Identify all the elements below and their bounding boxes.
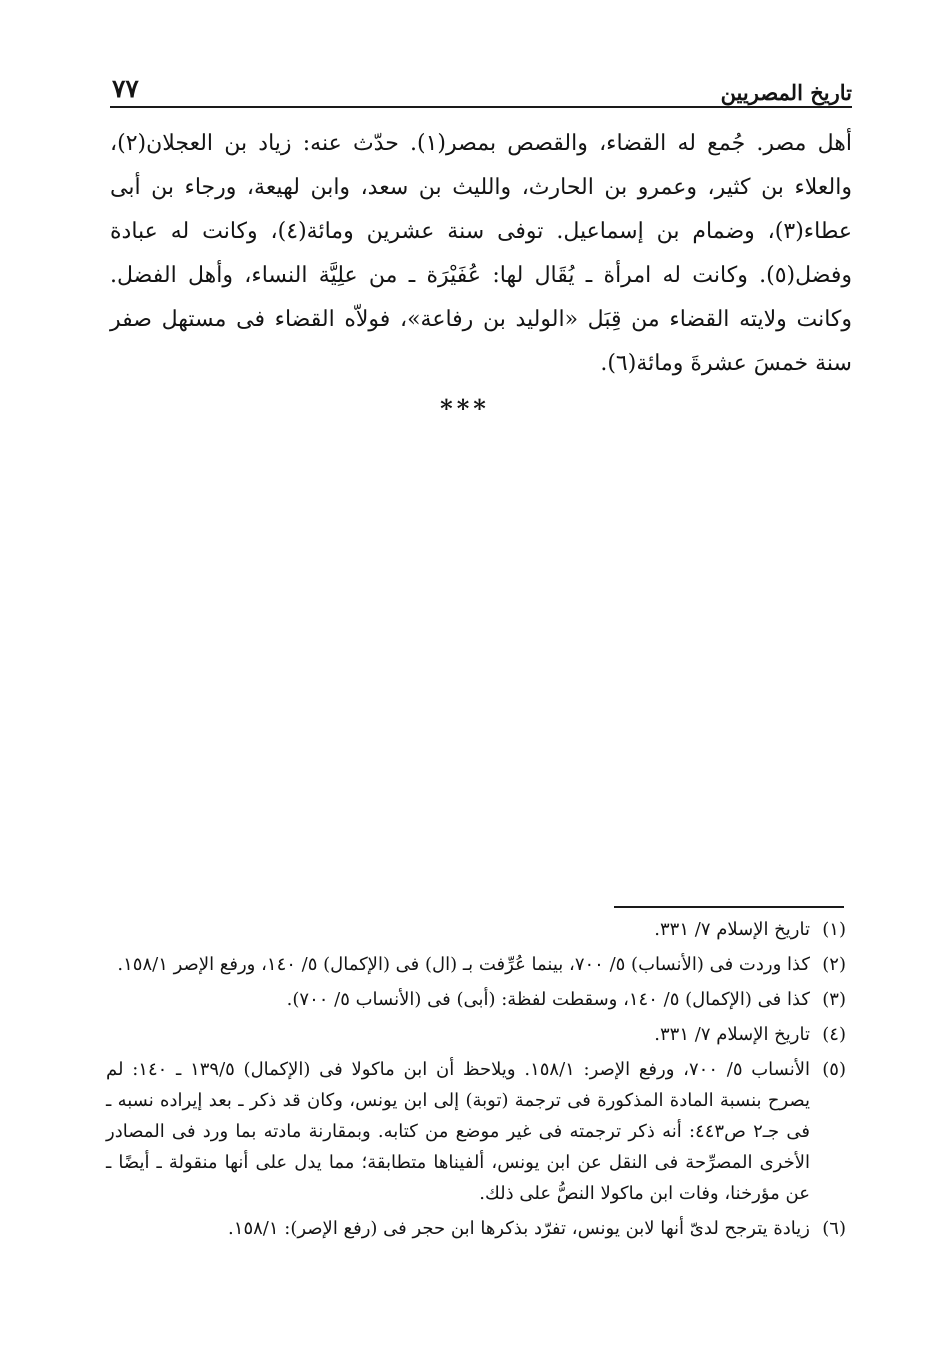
footnote	[106, 949, 846, 980]
footnote-number: (٥)	[822, 1059, 846, 1080]
footnote	[106, 1019, 846, 1050]
footnote-number: (٦)	[822, 1218, 846, 1239]
running-title: تاريخ المصريين	[720, 80, 852, 105]
footnote	[106, 984, 846, 1015]
footnote-number: (١)	[822, 919, 846, 940]
section-separator: ***	[440, 394, 490, 423]
footnotes-list	[106, 914, 846, 1248]
footnote-rule	[614, 906, 844, 908]
footnote	[106, 1054, 846, 1209]
footnote	[106, 914, 846, 945]
header-rule	[110, 106, 852, 108]
body-paragraph: أهل مصر. جُمع له القضاء، والقصص بمصر(١). حدّث عنه: زياد بن العجلان(٢)، والعلاء بن كثير، وعمرو بن الحارث، والليث بن سعد، وابن لهيعة، ورجاء بن أبى عطاء(٣)، وضمام بن إسماعيل. توفى سنة عشرين ومائة(٤)، وكانت له عبادة وفضل(٥). وكانت له امرأة ـ يُقَال لها: عُفَيْرَة ـ من علِيَّة النساء، وأهل الفضل. وكانت ولايته القضاء من قِبَل «الوليد بن رفاعة»، فولاّه القضاء فى مستهل صفر سنة خمسَ عشرةَ ومائة(٦).	[110, 131, 852, 376]
footnote-number: (٢)	[822, 954, 846, 975]
footnote-text: الأنساب ٥/ ٧٠٠، ورفع الإصر: ١٥٨/١. ويلاحظ أن ابن ماكولا فى (الإكمال) ١٣٩/٥ ـ ١٤٠: لم يصرح بنسبة المادة المذكورة فى ترجمة (توبة) إلى ابن يونس، وكان قد ذكر ـ بعد إيراده نسبه ـ فى جـ٢ ص٤٤٣: أنه ذكر ترجمته فى غير موضع من كتابه. وبمقارنة مادته بما ورد فى المصادر الأخرى المصرِّحة فى النقل عن ابن يونس، ألفيناها متطابقة؛ مما يدل على أنها منقولة ـ أيضًا ـ عن مؤرخنا، وفات ابن ماكولا النصُّ على ذلك.	[106, 1059, 810, 1204]
footnote-text: تاريخ الإسلام ٧/ ٣٣١.	[654, 1024, 810, 1045]
footnote-text: كذا فى (الإكمال) ٥/ ١٤٠، وسقطت لفظة: (أبى) فى (الأنساب ٥/ ٧٠٠).	[286, 989, 810, 1010]
footnote-number: (٤)	[822, 1024, 846, 1045]
footnote-text: كذا وردت فى (الأنساب) ٥/ ٧٠٠، بينما عُرِّفت بـ (ال) فى (الإكمال) ٥/ ١٤٠، ورفع الإصر ١٥٨/١.	[117, 954, 810, 975]
footnote	[106, 1213, 846, 1244]
page-number: ٧٧	[112, 74, 139, 103]
footnote-text: زيادة يترجح لدىّ أنها لابن يونس، تفرّد بذكرها ابن حجر فى (رفع الإصر): ١٥٨/١.	[228, 1218, 810, 1239]
footnote-number: (٣)	[822, 989, 846, 1010]
page-header	[110, 74, 852, 108]
footnote-text: تاريخ الإسلام ٧/ ٣٣١.	[654, 919, 810, 940]
